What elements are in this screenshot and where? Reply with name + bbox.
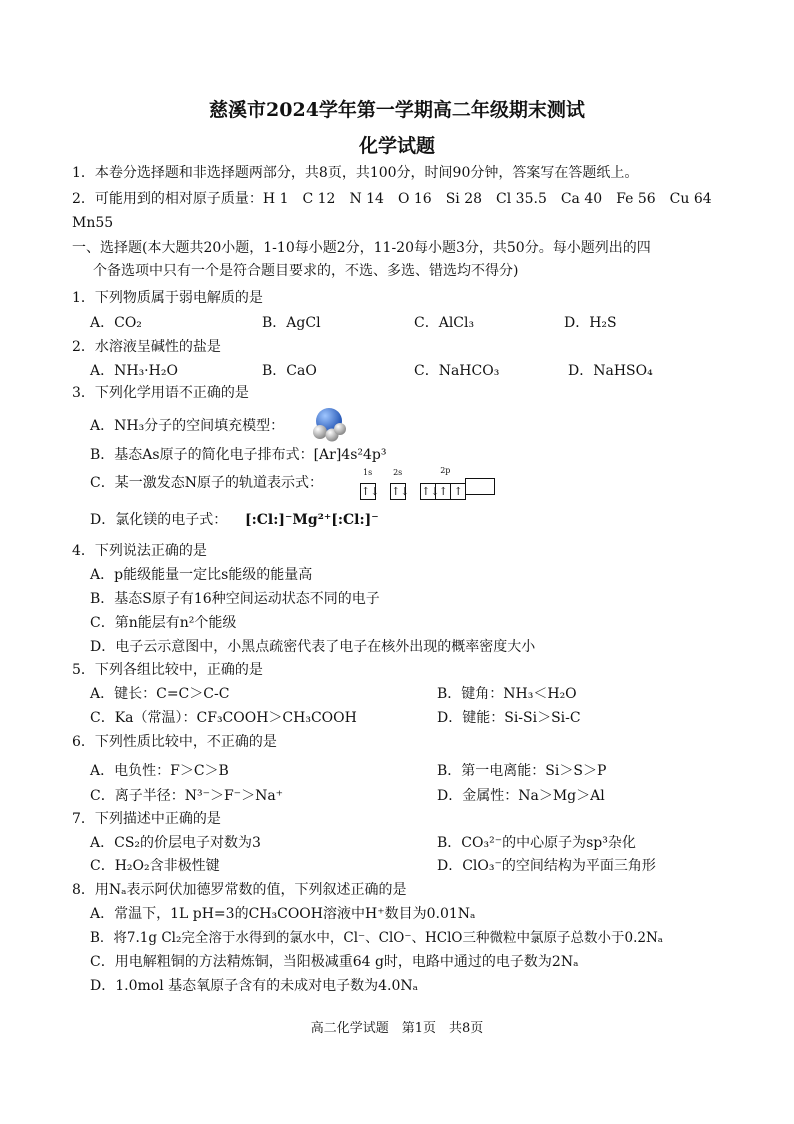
note-2: 2．可能用到的相对原子质量：H 1 C 12 N 14 O 16 Si 28 Cl 35.5 Ca 40 Fe 56 Cu 64 (72, 191, 712, 207)
orbital-label-2p: 2p (440, 466, 451, 475)
section-heading-cont: 个备选项中只有一个是符合题目要求的，不选、多选、错选均不得分) (93, 263, 519, 279)
q6-option-a[interactable]: A．电负性：F＞C＞B (90, 763, 229, 779)
note-1: 1．本卷分选择题和非选择题两部分，共8页，共100分，时间90分钟，答案写在答题纸上。 (72, 165, 639, 181)
q5-option-b[interactable]: B．键角：NH₃＜H₂O (437, 686, 577, 702)
q8-stem: 8．用Nₐ表示阿伏加德罗常数的值，下列叙述正确的是 (72, 882, 407, 898)
q1-option-c[interactable]: C．AlCl₃ (414, 315, 475, 331)
q2-option-c[interactable]: C．NaHCO₃ (414, 363, 500, 379)
orbital-label-1s: 1s (363, 468, 373, 477)
q5-option-d[interactable]: D．键能：Si-Si＞Si-C (437, 710, 581, 726)
q1-option-a[interactable]: A．CO₂ (90, 315, 142, 331)
nh3-space-filling-model-icon (310, 406, 348, 442)
orbital-box: ↑ (450, 483, 466, 500)
q7-option-c[interactable]: C．H₂O₂含非极性键 (90, 858, 220, 874)
orbital-box: ↑↓ (391, 485, 410, 498)
q3-option-a[interactable]: A．NH₃分子的空间填充模型： (90, 418, 285, 434)
q5-stem: 5．下列各组比较中，正确的是 (72, 662, 263, 678)
orbital-box: ↑↓ (361, 485, 380, 498)
q2-option-d[interactable]: D．NaHSO₄ (568, 363, 653, 379)
q3-option-c[interactable]: C．某一激发态N原子的轨道表示式： (90, 475, 323, 491)
q7-option-a[interactable]: A．CS₂的价层电子对数为3 (90, 835, 261, 851)
q6-stem: 6．下列性质比较中，不正确的是 (72, 734, 277, 750)
orbital-box: ↑↓ (421, 485, 440, 498)
q8-option-c[interactable]: C．用电解粗铜的方法精炼铜，当阳极减重64 g时，电路中通过的电子数为2Nₐ (90, 954, 579, 970)
q3-option-b[interactable]: B．基态As原子的简化电子排布式：[Ar]4s²4p³ (90, 447, 387, 463)
mgcl2-electron-formula: [:Cl:]⁻Mg²⁺[:Cl:]⁻ (245, 512, 379, 528)
q1-option-b[interactable]: B．AgCl (262, 315, 321, 331)
q2-option-b[interactable]: B．CaO (262, 363, 317, 379)
q7-option-b[interactable]: B．CO₃²⁻的中心原子为sp³杂化 (437, 835, 636, 851)
orbital-diagram (360, 466, 494, 500)
q1-option-d[interactable]: D．H₂S (564, 315, 617, 331)
page-footer: 高二化学试题 第1页 共8页 (310, 1021, 484, 1036)
orbital-box-empty (465, 478, 495, 495)
q2-stem: 2．水溶液呈碱性的盐是 (72, 339, 221, 355)
q3-option-d[interactable]: D．氯化镁的电子式： (90, 512, 228, 528)
q4-option-c[interactable]: C．第n能层有n²个能级 (90, 615, 237, 631)
q4-stem: 4．下列说法正确的是 (72, 543, 207, 559)
q5-option-a[interactable]: A．键长：C=C＞C-C (90, 686, 230, 702)
q1-stem: 1．下列物质属于弱电解质的是 (72, 290, 263, 306)
q7-option-d[interactable]: D．ClO₃⁻的空间结构为平面三角形 (437, 858, 656, 874)
q6-option-b[interactable]: B．第一电离能：Si＞S＞P (437, 763, 607, 779)
orbital-label-2s: 2s (393, 468, 403, 477)
q8-option-b[interactable]: B．将7.1g Cl₂完全溶于水得到的氯水中，Cl⁻、ClO⁻、HClO三种微粒中氯原子总数小于0.2Nₐ (90, 930, 663, 946)
q3-stem: 3．下列化学用语不正确的是 (72, 385, 249, 401)
q5-option-c[interactable]: C．Ka（常温）：CF₃COOH＞CH₃COOH (90, 710, 357, 726)
note-2-cont: Mn55 (72, 215, 114, 231)
exam-title: 慈溪市2024学年第一学期高二年级期末测试 (209, 99, 585, 121)
q8-option-a[interactable]: A．常温下，1L pH=3的CH₃COOH溶液中H⁺数目为0.01Nₐ (90, 906, 476, 922)
section-heading: 一、选择题(本大题共20小题，1-10每小题2分，11-20每小题3分，共50分。每小题列出的四 (72, 240, 651, 256)
orbital-box: ↑ (435, 483, 451, 500)
q4-option-b[interactable]: B．基态S原子有16种空间运动状态不同的电子 (90, 591, 380, 607)
q2-option-a[interactable]: A．NH₃·H₂O (90, 363, 178, 379)
q4-option-d[interactable]: D．电子云示意图中，小黑点疏密代表了电子在核外出现的概率密度大小 (90, 639, 536, 655)
q7-stem: 7．下列描述中正确的是 (72, 811, 221, 827)
exam-subtitle: 化学试题 (358, 135, 435, 157)
q6-option-c[interactable]: C．离子半径：N³⁻＞F⁻＞Na⁺ (90, 788, 284, 804)
q8-option-d[interactable]: D．1.0mol 基态氧原子含有的未成对电子数为4.0Nₐ (90, 978, 419, 994)
q6-option-d[interactable]: D．金属性：Na＞Mg＞Al (437, 788, 605, 804)
q4-option-a[interactable]: A．p能级能量一定比s能级的能量高 (90, 567, 313, 583)
